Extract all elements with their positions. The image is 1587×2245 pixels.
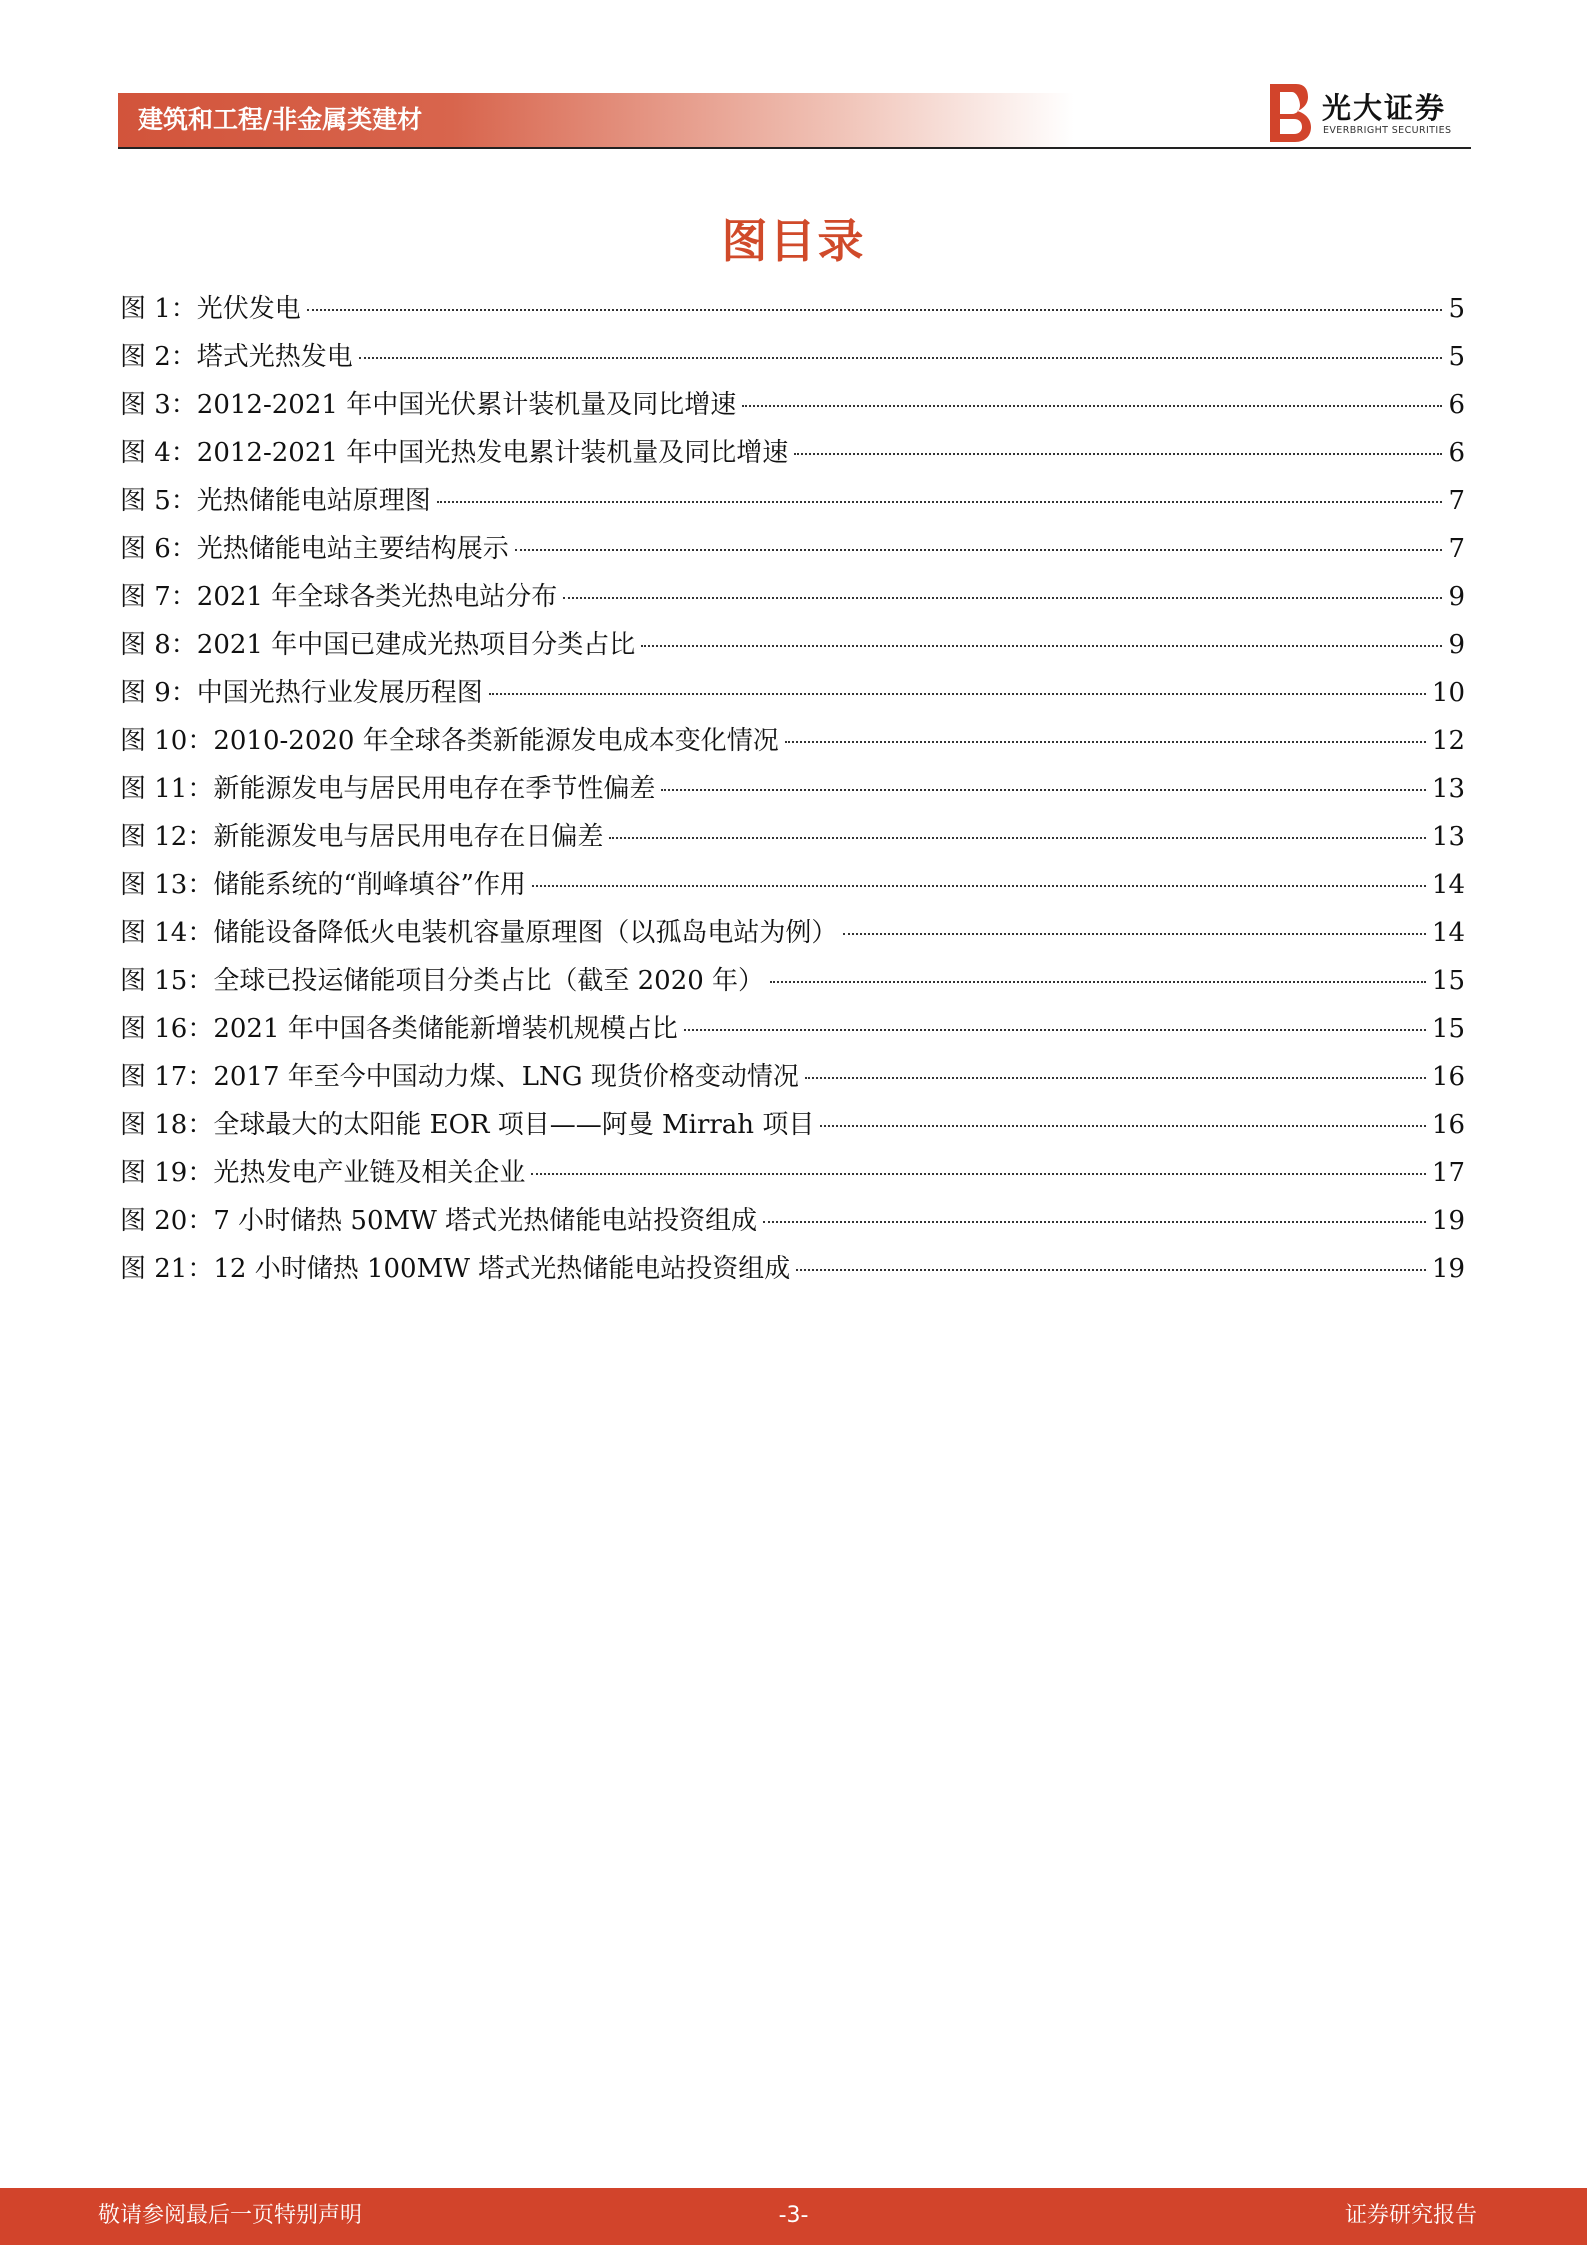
- toc-entry-label: 图 21：12 小时储热 100MW 塔式光热储能电站投资组成: [120, 1254, 791, 1284]
- toc-leader-dots: [770, 981, 1426, 983]
- report-type: 证券研究报告: [1344, 2203, 1477, 2228]
- toc-leader-dots: [684, 1029, 1426, 1031]
- everbright-logo-icon: [1270, 84, 1312, 142]
- toc-entry-page: 13: [1431, 822, 1465, 852]
- toc-entry-label: 图 4：2012-2021 年中国光热发电累计装机量及同比增速: [120, 438, 789, 468]
- toc-entry-page: 16: [1431, 1110, 1465, 1140]
- toc-entry[interactable]: [120, 765, 1465, 813]
- brand-name-en: EVERBRIGHT SECURITIES: [1323, 125, 1452, 136]
- toc-entry[interactable]: [120, 1005, 1465, 1053]
- toc-leader-dots: [532, 885, 1426, 887]
- page-number: -3-: [778, 2203, 809, 2228]
- toc-entry[interactable]: [120, 861, 1465, 909]
- toc-leader-dots: [307, 309, 1443, 311]
- toc-entry[interactable]: [120, 285, 1465, 333]
- toc-entry-page: 13: [1431, 774, 1465, 804]
- toc-entry-page: 6: [1448, 438, 1465, 468]
- toc-entry-page: 7: [1448, 486, 1465, 516]
- toc-leader-dots: [489, 693, 1426, 695]
- toc-leader-dots: [794, 453, 1442, 455]
- toc-entry-page: 6: [1448, 390, 1465, 420]
- toc-entry[interactable]: [120, 621, 1465, 669]
- toc-leader-dots: [785, 741, 1426, 743]
- toc-leader-dots: [820, 1125, 1426, 1127]
- toc-entry-label: 图 18：全球最大的太阳能 EOR 项目——阿曼 Mirrah 项目: [120, 1110, 815, 1140]
- toc-leader-dots: [763, 1221, 1426, 1223]
- toc-entry[interactable]: [120, 573, 1465, 621]
- toc-entry-page: 15: [1431, 1014, 1465, 1044]
- toc-entry[interactable]: [120, 333, 1465, 381]
- toc-entry-page: 7: [1448, 534, 1465, 564]
- toc-leader-dots: [437, 501, 1443, 503]
- toc-entry-label: 图 16：2021 年中国各类储能新增装机规模占比: [120, 1014, 678, 1044]
- toc-entry-page: 17: [1431, 1158, 1465, 1188]
- toc-entry-page: 19: [1431, 1254, 1465, 1284]
- toc-leader-dots: [563, 597, 1442, 599]
- toc-entry-label: 图 1：光伏发电: [120, 294, 301, 324]
- header-category: 建筑和工程/非金属类建材: [138, 105, 423, 134]
- toc-entry[interactable]: [120, 1197, 1465, 1245]
- toc-entry-label: 图 17：2017 年至今中国动力煤、LNG 现货价格变动情况: [120, 1062, 799, 1092]
- toc-entry-label: 图 10：2010-2020 年全球各类新能源发电成本变化情况: [120, 726, 779, 756]
- toc-entry[interactable]: [120, 717, 1465, 765]
- figure-index-list: [120, 285, 1465, 1293]
- toc-entry[interactable]: [120, 1245, 1465, 1293]
- toc-entry-label: 图 20：7 小时储热 50MW 塔式光热储能电站投资组成: [120, 1206, 758, 1236]
- toc-entry-page: 15: [1431, 966, 1465, 996]
- brand-logo: [1270, 82, 1475, 144]
- toc-entry[interactable]: [120, 957, 1465, 1005]
- page-title: 图目录: [721, 214, 866, 268]
- toc-leader-dots: [742, 405, 1442, 407]
- toc-entry-page: 10: [1431, 678, 1465, 708]
- toc-leader-dots: [796, 1269, 1426, 1271]
- toc-entry-label: 图 9：中国光热行业发展历程图: [120, 678, 483, 708]
- toc-entry[interactable]: [120, 1149, 1465, 1197]
- toc-entry[interactable]: [120, 813, 1465, 861]
- toc-entry-label: 图 2：塔式光热发电: [120, 342, 353, 372]
- toc-entry[interactable]: [120, 1053, 1465, 1101]
- toc-entry-label: 图 14：储能设备降低火电装机容量原理图（以孤岛电站为例）: [120, 918, 838, 948]
- toc-leader-dots: [805, 1077, 1426, 1079]
- toc-entry[interactable]: [120, 909, 1465, 957]
- toc-entry[interactable]: [120, 381, 1465, 429]
- toc-entry-label: 图 7：2021 年全球各类光热电站分布: [120, 582, 558, 612]
- toc-entry-page: 19: [1431, 1206, 1465, 1236]
- toc-entry-page: 9: [1448, 582, 1465, 612]
- toc-entry-label: 图 13：储能系统的“削峰填谷”作用: [120, 870, 526, 900]
- header-rule: [118, 147, 1471, 149]
- toc-entry-label: 图 19：光热发电产业链及相关企业: [120, 1158, 526, 1188]
- toc-entry-page: 9: [1448, 630, 1465, 660]
- toc-entry-label: 图 15：全球已投运储能项目分类占比（截至 2020 年）: [120, 966, 765, 996]
- toc-leader-dots: [515, 549, 1443, 551]
- toc-entry-page: 14: [1431, 918, 1465, 948]
- toc-entry-page: 12: [1431, 726, 1465, 756]
- toc-entry-label: 图 12：新能源发电与居民用电存在日偏差: [120, 822, 604, 852]
- toc-entry-label: 图 6：光热储能电站主要结构展示: [120, 534, 509, 564]
- footer-disclaimer: 敬请参阅最后一页特别声明: [98, 2203, 363, 2228]
- toc-entry-label: 图 8：2021 年中国已建成光热项目分类占比: [120, 630, 636, 660]
- toc-leader-dots: [609, 837, 1426, 839]
- toc-entry-page: 14: [1431, 870, 1465, 900]
- toc-entry-page: 5: [1448, 342, 1465, 372]
- toc-entry[interactable]: [120, 1101, 1465, 1149]
- toc-entry-label: 图 11：新能源发电与居民用电存在季节性偏差: [120, 774, 656, 804]
- toc-entry[interactable]: [120, 477, 1465, 525]
- toc-entry-label: 图 3：2012-2021 年中国光伏累计装机量及同比增速: [120, 390, 737, 420]
- toc-leader-dots: [359, 357, 1443, 359]
- brand-name-cn: 光大证券: [1322, 91, 1447, 125]
- toc-entry-page: 16: [1431, 1062, 1465, 1092]
- toc-entry[interactable]: [120, 525, 1465, 573]
- toc-leader-dots: [641, 645, 1442, 647]
- toc-leader-dots: [661, 789, 1426, 791]
- toc-entry-label: 图 5：光热储能电站原理图: [120, 486, 431, 516]
- toc-entry[interactable]: [120, 669, 1465, 717]
- toc-leader-dots: [531, 1173, 1426, 1175]
- toc-leader-dots: [843, 933, 1426, 935]
- toc-entry-page: 5: [1448, 294, 1465, 324]
- toc-entry[interactable]: [120, 429, 1465, 477]
